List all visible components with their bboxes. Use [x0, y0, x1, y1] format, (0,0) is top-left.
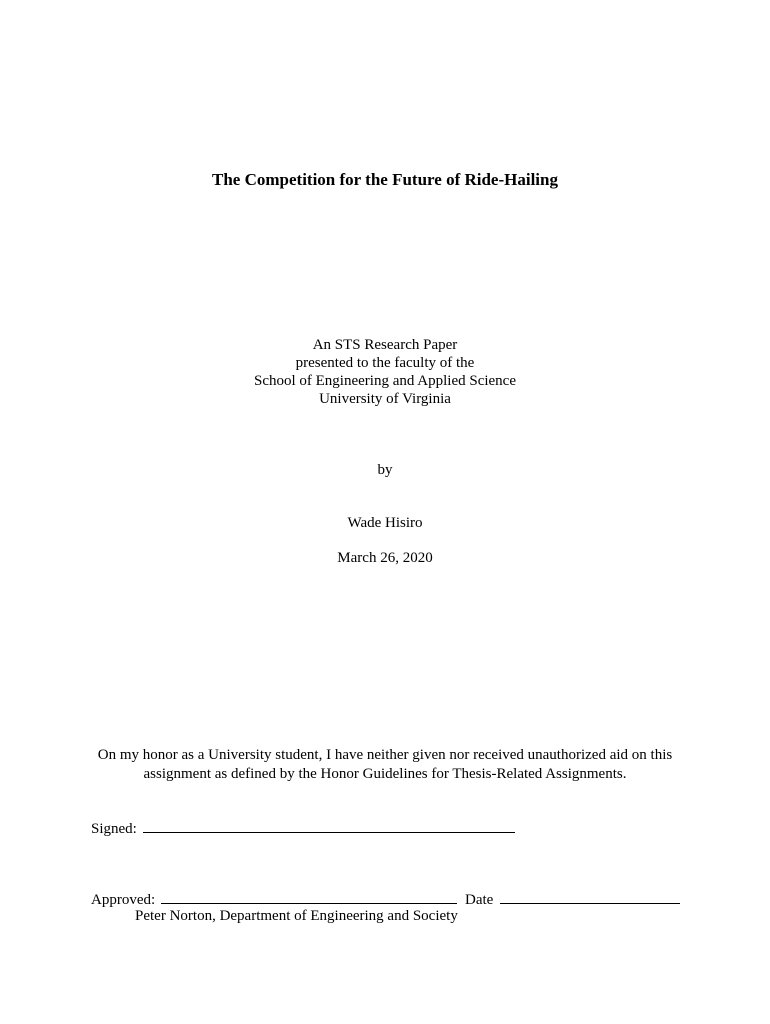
- approval-signature-line: [161, 889, 457, 904]
- signed-label: Signed:: [91, 821, 137, 837]
- description-line-3: School of Engineering and Applied Science: [253, 373, 517, 389]
- approved-row: [91, 889, 457, 909]
- description-line-4: University of Virginia: [319, 391, 451, 407]
- date-line: [500, 889, 680, 904]
- signed-row: [91, 818, 515, 838]
- by-label: by: [377, 462, 393, 478]
- approved-label: Approved:: [91, 892, 156, 908]
- description-line-2: presented to the faculty of the: [295, 355, 475, 371]
- description-line-1: An STS Research Paper: [312, 337, 458, 353]
- signature-line: [143, 818, 515, 833]
- approver-name: Peter Norton, Department of Engineering and Society: [135, 908, 458, 924]
- date-label: Date: [465, 892, 494, 908]
- author-name: Wade Hisiro: [347, 515, 423, 531]
- honor-pledge-line-2: assignment as defined by the Honor Guidelines for Thesis-Related Assignments.: [143, 766, 627, 782]
- date-row: [465, 889, 680, 909]
- honor-pledge-line-1: On my honor as a University student, I have neither given nor received unauthorized aid on this: [97, 747, 673, 763]
- paper-date: March 26, 2020: [337, 550, 433, 566]
- paper-title: The Competition for the Future of Ride-Hailing: [212, 170, 558, 189]
